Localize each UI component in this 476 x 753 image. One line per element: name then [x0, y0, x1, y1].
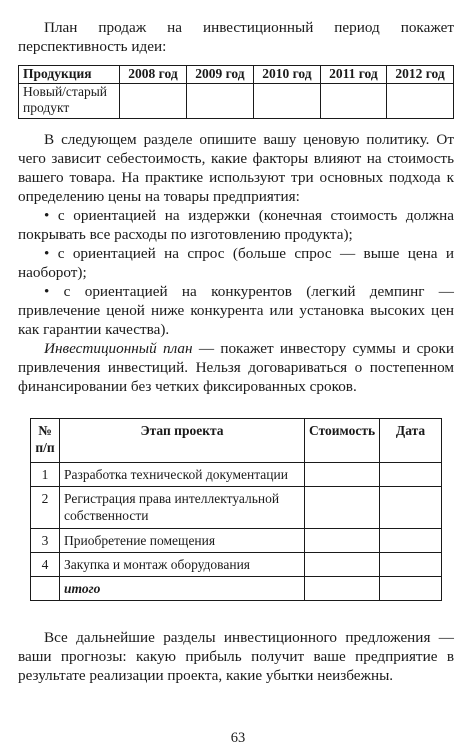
header-year: 2008 год	[120, 66, 187, 84]
header-year: 2012 год	[386, 66, 453, 84]
row-stage: Приобретение помещения	[60, 529, 305, 553]
header-cost: Стоимость	[305, 419, 380, 463]
empty-cell	[386, 84, 453, 119]
row-stage: Разработка технической документации	[60, 463, 305, 487]
empty-cell	[120, 84, 187, 119]
header-year: 2010 год	[253, 66, 320, 84]
investment-plan-paragraph	[18, 339, 454, 396]
product-cell: Новый/старый продукт	[19, 84, 120, 119]
empty-cell	[305, 577, 380, 601]
empty-cell	[380, 529, 442, 553]
empty-cell	[380, 487, 442, 529]
empty-cell	[320, 84, 386, 119]
table-header-row	[31, 419, 442, 463]
empty-cell	[380, 553, 442, 577]
table-row	[31, 529, 442, 553]
header-year: 2011 год	[320, 66, 386, 84]
intro-paragraph: План продаж на инвестиционный период покажет перспективность идеи:	[18, 19, 454, 55]
investment-plan-term: Инвестиционный план	[44, 340, 193, 357]
header-product: Продукция	[19, 66, 120, 84]
header-year: 2009 год	[186, 66, 253, 84]
row-number: 3	[31, 529, 60, 553]
bullet-item: • с ориентацией на спрос (больше спрос — выше цена и наоборот);	[18, 245, 454, 281]
header-number: № п/п	[31, 419, 60, 463]
table-row	[31, 487, 442, 529]
table-row	[31, 463, 442, 487]
empty-cell	[305, 553, 380, 577]
page-number: 63	[230, 730, 246, 746]
table-total-row	[31, 577, 442, 601]
table-header-row	[19, 66, 454, 84]
row-number: 2	[31, 487, 60, 529]
empty-cell	[305, 529, 380, 553]
page-content	[18, 18, 454, 685]
empty-cell	[253, 84, 320, 119]
investment-plan-text: — покажет инвестору суммы и сроки привлечения инвестиций. Нельзя договариваться о постепенном финансировании без четких фиксированных сроков.	[18, 340, 454, 395]
row-number: 4	[31, 553, 60, 577]
header-date: Дата	[380, 419, 442, 463]
header-stage: Этап проекта	[60, 419, 305, 463]
project-stages-table	[30, 418, 442, 601]
pricing-section	[18, 130, 454, 396]
table-row	[31, 553, 442, 577]
pricing-paragraph: В следующем разделе опишите вашу ценовую политику. От чего зависит себестоимость, какие факторы влияют на стоимость вашего товара. На практике используют три основных подхода к определению цены на товары предприятия:	[18, 131, 454, 205]
empty-cell	[380, 463, 442, 487]
row-number: 1	[31, 463, 60, 487]
total-label: итого	[60, 577, 305, 601]
table-row	[19, 84, 454, 119]
row-stage: Регистрация права интеллектуальной собственности	[60, 487, 305, 529]
sales-plan-table	[18, 65, 454, 119]
empty-cell	[31, 577, 60, 601]
empty-cell	[186, 84, 253, 119]
empty-cell	[305, 487, 380, 529]
bullet-item: • с ориентацией на конкурентов (легкий демпинг — привлечение ценой ниже конкурента или установка высоких цен как гарантии качества).	[18, 283, 454, 338]
closing-paragraph: Все дальнейшие разделы инвестиционного предложения — ваши прогнозы: какую прибыль получит ваше предприятие в результате реализации проекта, какие убытки неизбежны.	[18, 629, 454, 684]
bullet-item: • с ориентацией на издержки (конечная стоимость должна покрывать все расходы по изготовлению продукта);	[18, 207, 454, 243]
empty-cell	[380, 577, 442, 601]
empty-cell	[305, 463, 380, 487]
row-stage: Закупка и монтаж оборудования	[60, 553, 305, 577]
